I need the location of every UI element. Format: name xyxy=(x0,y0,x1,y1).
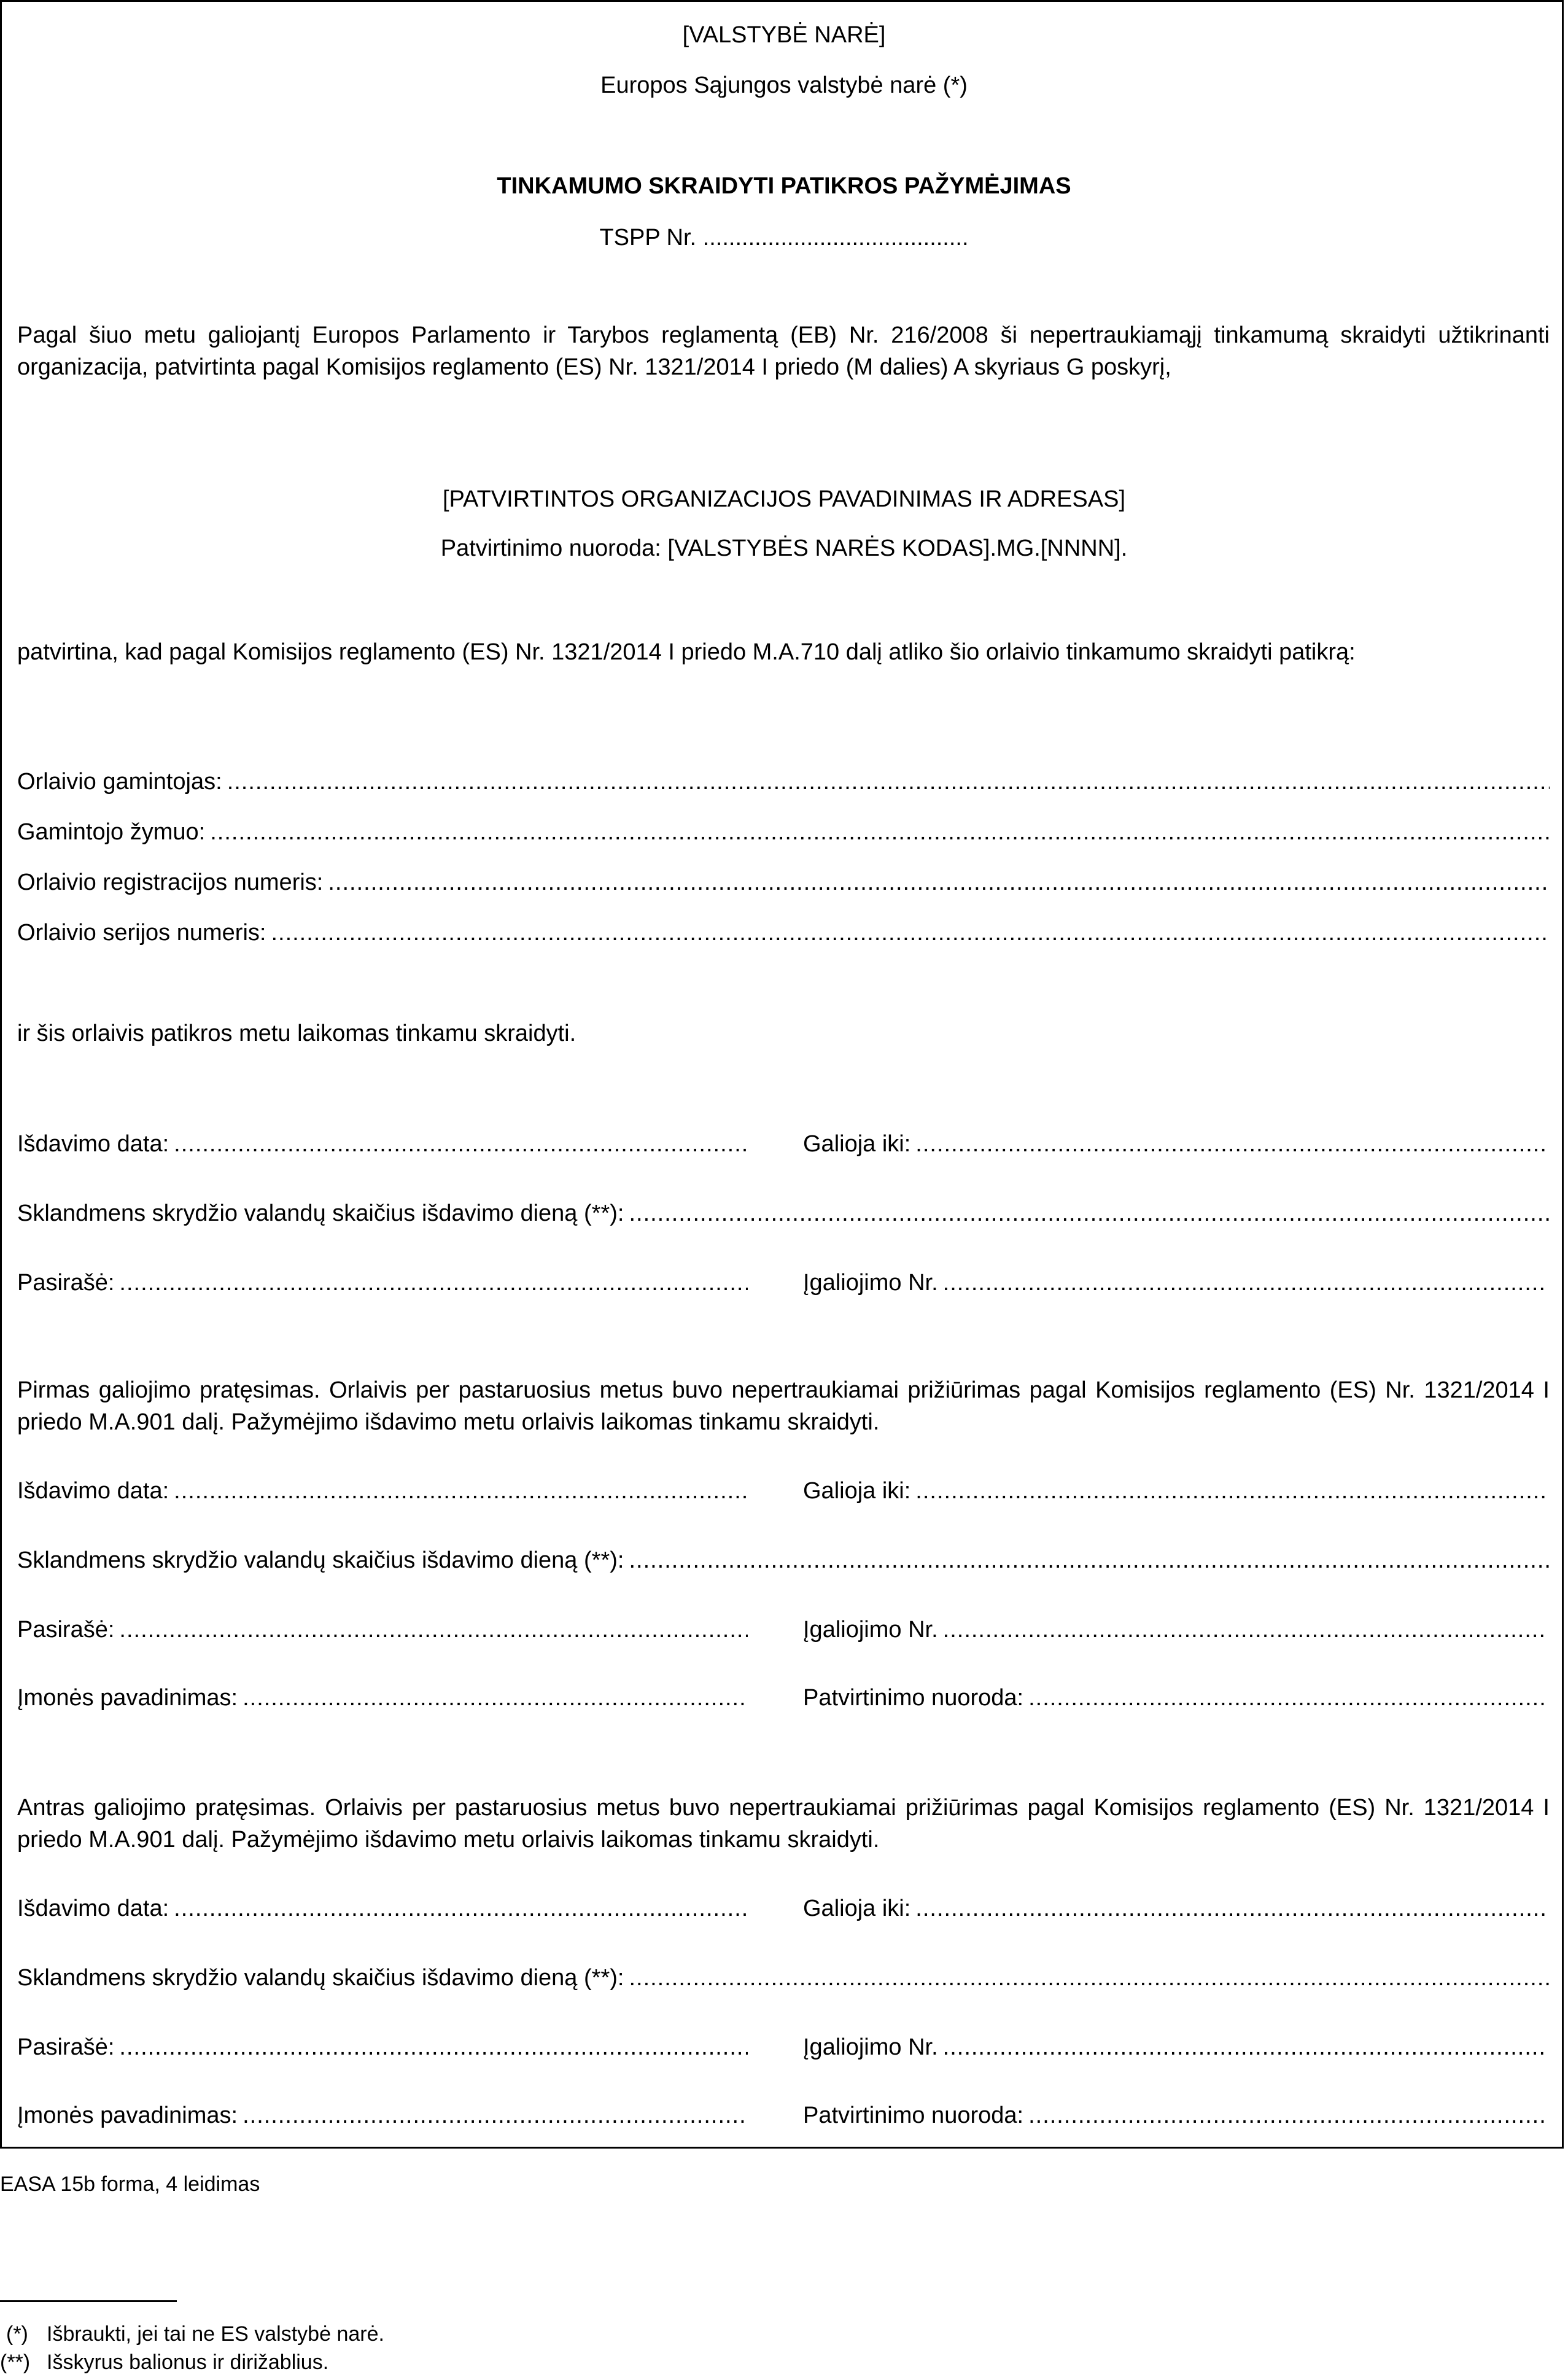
tspp-number: TSPP Nr. ......................................... xyxy=(599,225,969,251)
ext2-approval-reference-field[interactable]: Patvirtinimo nuoroda: ..... xyxy=(803,2101,1545,2130)
designation-label: Gamintojo žymuo: xyxy=(17,819,206,845)
signed-field[interactable]: Pasirašė: ..... xyxy=(17,1268,748,1297)
page-title: TINKAMUMO SKRAIDYTI PATIKROS PAŽYMĖJIMAS xyxy=(497,173,1071,199)
registration-label: Orlaivio registracijos numeris: xyxy=(17,869,324,895)
issue-date-field[interactable]: Išdavimo data: ..... xyxy=(17,1129,748,1159)
ext2-signed-field[interactable]: Pasirašė: ..... xyxy=(17,2033,748,2062)
footnote-rule xyxy=(0,2300,177,2302)
footnote-1-text: Išbraukti, jei tai ne ES valstybė narė. xyxy=(47,2322,384,2346)
ext1-valid-until-field[interactable]: Galioja iki: ..... xyxy=(803,1476,1545,1506)
extension-1-paragraph: Pirmas galiojimo pratęsimas. Orlaivis per pastaruosius metus buvo nepertraukiamai prižiūrimas pagal Komisijos reglamento (ES) Nr. 1321/2014 I priedo M.A.901 dalį. Pažymėjimo išdavimo metu orlaivis laikomas tinkamu skraidyti. xyxy=(17,1377,1550,1435)
ext1-signed-field[interactable]: Pasirašė: ..... xyxy=(17,1615,748,1644)
intro-paragraph: Pagal šiuo metu galiojantį Europos Parlamento ir Tarybos reglamentą (EB) Nr. 216/2008 ši nepertraukiamąjį tinkamumą skraidyti užtikrinanti organizacija, patvirtinta pagal Komisijos reglamento (ES) Nr. 1321/2014 I priedo (M dalies) A skyriaus G poskyrį, xyxy=(17,322,1550,380)
designation-field[interactable] xyxy=(17,817,1550,847)
extension-2-paragraph: Antras galiojimo pratęsimas. Orlaivis per pastaruosius metus buvo nepertraukiamai prižiūrimas pagal Komisijos reglamento (ES) Nr. 1321/2014 I priedo M.A.901 dalį. Pažymėjimo išdavimo metu orlaivis laikomas tinkamu skraidyti. xyxy=(17,1795,1550,1853)
ext1-sailplane-hours-field[interactable]: Sklandmens skrydžio valandų skaičius išdavimo dieną (**): ..... xyxy=(17,1546,1550,1575)
footnote-2-text: Išskyrus balionus ir dirižablius. xyxy=(47,2351,329,2374)
ext2-sailplane-hours-field[interactable]: Sklandmens skrydžio valandų skaičius išdavimo dieną (**): ..... xyxy=(17,1963,1550,1993)
ext1-company-name-field[interactable]: Įmonės pavadinimas: ..... xyxy=(17,1683,748,1713)
state-subtitle: Europos Sąjungos valstybė narė (*) xyxy=(600,72,968,98)
ext1-authorisation-number-field[interactable]: Įgaliojimo Nr. ..... xyxy=(803,1615,1545,1644)
ext2-issue-date-field[interactable]: Išdavimo data: ..... xyxy=(17,1894,748,1923)
serial-field[interactable] xyxy=(17,918,1550,947)
registration-field[interactable] xyxy=(17,868,1550,897)
ext1-issue-date-field[interactable]: Išdavimo data: ..... xyxy=(17,1476,748,1506)
ext2-company-name-field[interactable]: Įmonės pavadinimas: ..... xyxy=(17,2101,748,2130)
footnote-1-mark: (*) xyxy=(6,2322,28,2346)
valid-until-field[interactable]: Galioja iki: ..... xyxy=(803,1129,1545,1159)
footnote-2-mark: (**) xyxy=(0,2351,31,2374)
state-placeholder: [VALSTYBĖ NARĖ] xyxy=(682,22,886,48)
approval-reference: Patvirtinimo nuoroda: [VALSTYBĖS NARĖS KODAS].MG.[NNNN]. xyxy=(440,535,1128,561)
ext2-valid-until-field[interactable]: Galioja iki: ..... xyxy=(803,1894,1545,1923)
form-id: EASA 15b forma, 4 leidimas xyxy=(0,2173,260,2196)
confirm-paragraph: patvirtina, kad pagal Komisijos reglamento (ES) Nr. 1321/2014 I priedo M.A.710 dalį atliko šio orlaivio tinkamumo skraidyti patikrą: xyxy=(17,639,1356,665)
manufacturer-field[interactable] xyxy=(17,767,1550,796)
authorisation-number-field[interactable]: Įgaliojimo Nr. ..... xyxy=(803,1268,1545,1297)
serial-label: Orlaivio serijos numeris: xyxy=(17,920,266,946)
sailplane-hours-field[interactable]: Sklandmens skrydžio valandų skaičius išdavimo dieną (**): ..... xyxy=(17,1199,1550,1228)
ext2-authorisation-number-field[interactable]: Įgaliojimo Nr. ..... xyxy=(803,2033,1545,2062)
ext1-approval-reference-field[interactable]: Patvirtinimo nuoroda: ..... xyxy=(803,1683,1545,1713)
manufacturer-label: Orlaivio gamintojas: xyxy=(17,769,222,795)
organization-name: [PATVIRTINTOS ORGANIZACIJOS PAVADINIMAS IR ADRESAS] xyxy=(442,486,1126,512)
airworthy-statement: ir šis orlaivis patikros metu laikomas tinkamu skraidyti. xyxy=(17,1021,576,1046)
